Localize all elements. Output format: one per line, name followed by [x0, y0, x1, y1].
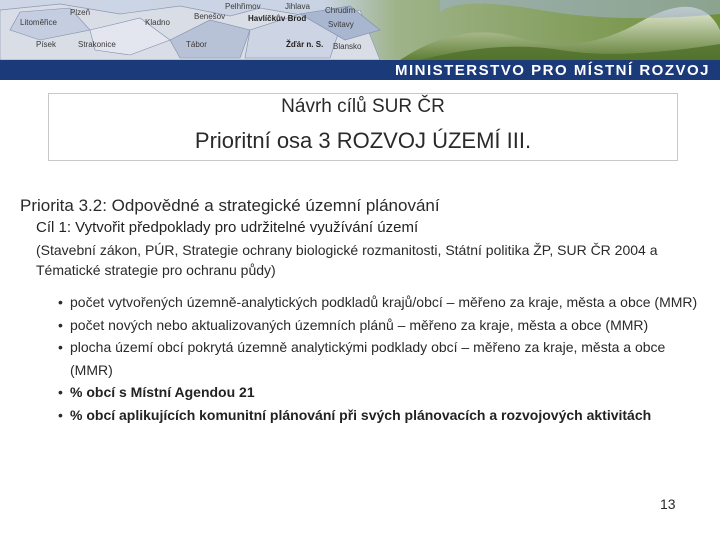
- list-item-text: počet vytvořených územně-analytických podkladů krajů/obcí – měřeno za kraje, města a obce (MMR): [70, 294, 698, 310]
- context-suffix: ): [271, 262, 276, 278]
- slide-subtitle: Prioritní osa 3 ROZVOJ ÚZEMÍ III.: [194, 128, 532, 153]
- map-label-pelhrimov: Pelhřimov: [225, 2, 261, 11]
- map-label-svitavy: Svitavy: [328, 20, 354, 29]
- list-item: [58, 291, 698, 314]
- map-label-strakonice: Strakonice: [78, 40, 116, 49]
- map-label-kladno: Kladno: [145, 18, 170, 27]
- list-item: [58, 314, 698, 337]
- slide-title: Návrh cílů SUR ČR: [281, 96, 445, 117]
- map-label-pisek: Písek: [36, 40, 57, 49]
- goal-context: [36, 240, 696, 280]
- map-label-plzen: Plzeň: [70, 8, 91, 17]
- map-label-litomerice: Litoměřice: [20, 18, 57, 27]
- context-emphasis: Strategie ochrany biologické rozmanitosti, Státní politika ŽP, SUR ČR 2004 a Tématické strategie pro ochranu půdy: [36, 242, 658, 278]
- map-label-havlickuv-brod: Havlíčkův Brod: [248, 14, 307, 23]
- ministry-name: MINISTERSTVO PRO MÍSTNÍ ROZVOJ: [394, 62, 710, 79]
- list-item: [58, 336, 698, 381]
- list-item: [58, 404, 698, 427]
- bullet-icon: •: [58, 339, 63, 355]
- list-item: [58, 381, 698, 404]
- list-item-text: % obcí s Místní Agendou 21: [70, 384, 255, 400]
- priority-heading: Priorita 3.2: Odpovědné a strategické územní plánování: [20, 196, 440, 215]
- title-box: [48, 93, 678, 161]
- goal-heading: Cíl 1: Vytvořit předpoklady pro udržitelné využívání území: [36, 219, 419, 236]
- page-number: 13: [660, 496, 676, 512]
- map-label-jihlava: Jihlava: [285, 2, 310, 11]
- map-label-zdar: Žďár n. S.: [286, 40, 324, 49]
- map-label-blansko: Blansko: [333, 42, 362, 51]
- bullet-icon: •: [58, 384, 63, 400]
- bullet-icon: •: [58, 316, 63, 333]
- map-label-chrudim: Chrudim: [325, 6, 356, 15]
- bullet-icon: •: [58, 406, 63, 423]
- indicator-list: [58, 291, 698, 426]
- map-label-benesov: Benešov: [194, 12, 226, 21]
- context-prefix: (Stavební zákon, PÚR,: [36, 242, 183, 258]
- list-item-text: počet nových nebo aktualizovaných územních plánů – měřeno za kraje, města a obce (MMR): [70, 316, 649, 333]
- list-item-text: plocha území obcí pokrytá územně analytickými podklady obcí – měřeno za kraje, města a obce (MMR): [70, 339, 666, 378]
- list-item-text: % obcí aplikujících komunitní plánování při svých plánovacích a rozvojových aktivitách: [70, 406, 652, 423]
- map-label-tabor: Tábor: [186, 40, 207, 49]
- bullet-icon: •: [58, 294, 63, 310]
